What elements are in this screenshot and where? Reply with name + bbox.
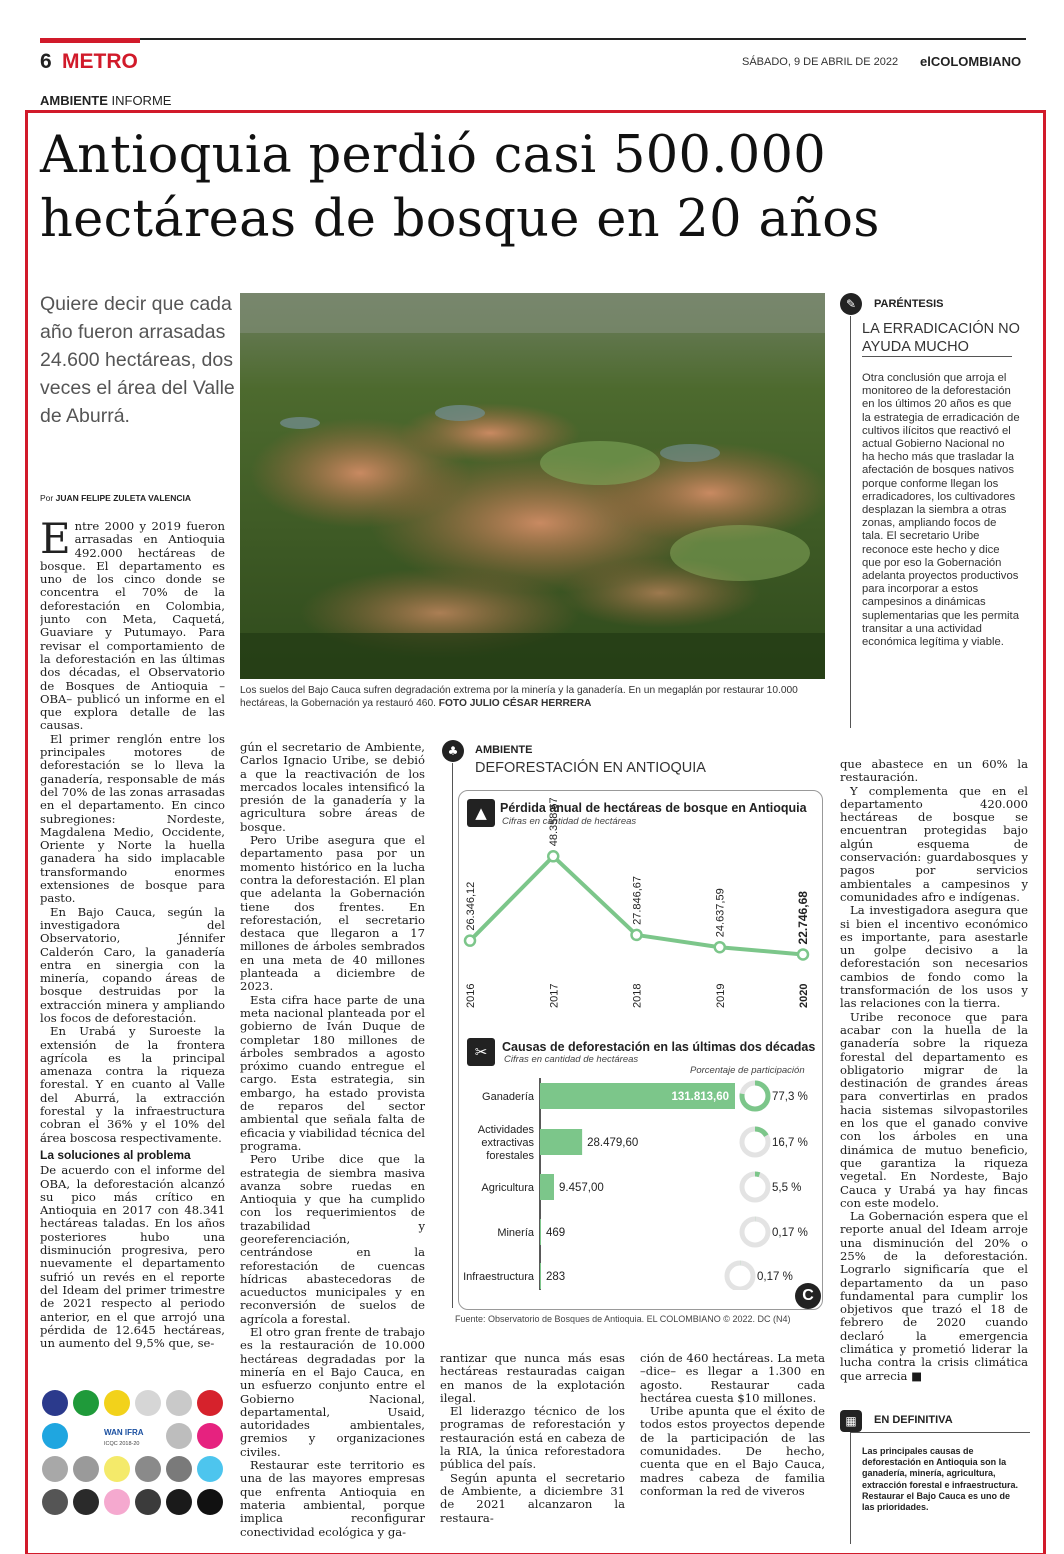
article-paragraph: La Gobernación espera que el reporte anual del Ideam arroje una disminución del 20% o 25% de la deforestación. Lograrlo significaría que el departamento da un paso fundamental para cumplir los objetivos que trazó el 18 de febrero de 2020 cuando declaró la emergencia climática y prometió liderar la lucha contra la crisis climática que arrecia ■ <box>840 1209 1028 1383</box>
category-label: Minería <box>497 1227 534 1239</box>
article-paragraph: Y complementa que en el departamento 420.000 hectáreas de bosque se encuentran protegidas bajo algún esquema de conservación: guardabosques y pagos por servicios ambientales a campesinos y comunidades afro e indígenas. <box>840 783 1028 904</box>
print-color-bar <box>42 1390 227 1540</box>
sidebar-title-rule <box>862 356 1012 357</box>
category-label: Actividades <box>477 1124 534 1136</box>
color-dot <box>197 1423 223 1449</box>
article-paragraph <box>40 520 225 733</box>
photo-caption <box>240 684 825 710</box>
newspaper-logo-icon: C <box>795 1283 821 1309</box>
article-column-1 <box>40 520 225 1365</box>
article-paragraph: ción de 460 hectáreas. La meta –dice– es llegar a 1.300 en agosto. Restaurar cada hectárea cuesta $10 millones. <box>640 1352 825 1405</box>
bar-value-label: 9.457,00 <box>558 1182 604 1194</box>
definitiva-body: Las principales causas de deforestación en Antioquia son la ganadería, minería, agricultura, extracción forestal e infraestructura. Restaurar el Bajo Cauca es uno de las prioridades. <box>862 1446 1019 1513</box>
definitiva-label: EN DEFINITIVA <box>874 1414 953 1426</box>
newspaper-brand: elCOLOMBIANO <box>920 54 1022 69</box>
category-label: Ganadería <box>482 1091 534 1103</box>
wan-ifra-label: WAN IFRA <box>104 1428 144 1437</box>
percent-ring-track <box>742 1219 768 1245</box>
color-dot <box>135 1456 161 1482</box>
data-label: 48.358,67 <box>548 797 561 847</box>
percentage-label: 5,5 % <box>772 1182 802 1194</box>
summary-deck: Quiere decir que cada año fueron arrasadas 24.600 hectáreas, dos veces el área del Valle de Aburrá. <box>40 293 235 427</box>
percentage-label: 16,7 % <box>772 1137 808 1149</box>
bar <box>540 1129 582 1155</box>
category-label: Agricultura <box>481 1182 534 1194</box>
bar <box>540 1263 541 1289</box>
color-dot <box>104 1456 130 1482</box>
color-dot <box>42 1390 68 1416</box>
color-dot <box>197 1489 223 1515</box>
percent-ring-track <box>727 1263 753 1289</box>
section-color-bar <box>40 38 140 43</box>
bar-chart <box>458 1030 823 1290</box>
color-dot <box>104 1390 130 1416</box>
article-paragraph: Pero Uribe asegura que el departamento pasa por un momento histórico en la lucha contra la deforestación. El plan que adelanta la Gobernación tiene dos frentes. En reforestación, el secretario destaca que llegaron a 17 millones de árboles sembrados en una meta de 40 millones planteada a diciembre de 2023. <box>240 833 425 994</box>
color-dot <box>135 1390 161 1416</box>
color-dot <box>73 1489 99 1515</box>
section-name: METRO <box>62 50 138 73</box>
article-column-5 <box>840 758 1028 1388</box>
color-dot <box>166 1390 192 1416</box>
page-number: 6 <box>40 50 52 73</box>
color-dot <box>166 1456 192 1482</box>
chainsaw-icon: ✂ <box>467 1038 495 1066</box>
category-label: forestales <box>486 1150 534 1162</box>
x-tick-label: 2016 <box>465 983 477 1008</box>
kicker-rest: INFORME <box>107 93 172 108</box>
byline <box>40 493 240 503</box>
sidebar-title: LA ERRADICACIÓN NO AYUDA MUCHO <box>862 321 1020 355</box>
caption-text: Los suelos del Bajo Cauca sufren degradación extrema por la minería y la ganadería. En un megaplán por restaurar 10.000 hectáreas, la Gobernación ya restauró 460. <box>240 685 798 709</box>
color-dot <box>42 1489 68 1515</box>
article-paragraph: El liderazgo técnico de los programas de reforestación y restauración está en cabeza de la RIA, la única reforestadora pública del país. <box>440 1404 625 1472</box>
x-tick-label: 2018 <box>631 983 644 1008</box>
article-paragraph: Según apunta el secretario de Ambiente, a diciembre 31 de 2021 alcanzaron la restaura- <box>440 1470 625 1525</box>
article-column-4 <box>640 1352 825 1542</box>
line-point <box>465 936 475 946</box>
iqc-label: ICQC 2018-20 <box>104 1441 140 1447</box>
article-paragraph: Restaurar este territorio es una de las mayores empresas que enfrenta Antioquia en materia ambiental, porque implica reconfigurar conectividad ecológica y ga- <box>240 1458 425 1539</box>
data-label: 22.746,68 <box>796 891 810 945</box>
photo-credit: FOTO JULIO CÉSAR HERRERA <box>438 698 592 709</box>
line-chart-title: Pérdida anual de hectáreas de bosque en Antioquia <box>500 801 807 815</box>
color-dot <box>166 1423 192 1449</box>
sidebar-rule <box>850 316 851 728</box>
percentage-label: 0,17 % <box>772 1227 808 1239</box>
color-dot <box>104 1489 130 1515</box>
bar-chart-percentage-header: Porcentaje de participación <box>690 1065 805 1076</box>
article-paragraph: Uribe reconoce que para acabar con la huella de la ganadería sobre la riqueza forestal del departamento es obligatorio migrar de la destinación de grandes áreas para convertirlas en prados hacia sistemas silvopastoriles en los que el ganado convive con los árboles en una dinámica de mutuo beneficio, que garantiza la riqueza vegetal. En Nordeste, Bajo Cauca y Urabá ya hay fincas con este modelo. <box>840 1009 1028 1210</box>
line-point <box>548 851 558 861</box>
percent-ring-track <box>742 1174 768 1200</box>
section-kicker <box>40 93 171 108</box>
bar-chart-subtitle: Cifras en cantidad de hectáreas <box>504 1054 639 1065</box>
issue-date: SÁBADO, 9 DE ABRIL DE 2022 <box>742 56 899 68</box>
category-label: Infraestructura <box>463 1271 534 1283</box>
color-dot <box>197 1390 223 1416</box>
article-paragraph: que abastece en un 60% la restauración. <box>840 758 1028 785</box>
checkered-icon: ▦ <box>840 1410 862 1432</box>
headline-line1: Antioquia perdió casi 500.000 <box>40 126 826 185</box>
article-subhead: La soluciones al problema <box>40 1147 191 1162</box>
category-label: extractivas <box>481 1137 534 1149</box>
data-label: 26.346,12 <box>465 881 477 931</box>
bar-value-label: 28.479,60 <box>587 1137 639 1149</box>
percentage-label: 77,3 % <box>772 1091 808 1103</box>
article-paragraph: Pero Uribe dice que la estrategia de siembra masiva avanza sobre ruedas en Antioquia y que ha cumplido con los requerimientos de trazabilidad y georeferenciación, centrándose en la reforestación de cuencas hídricas abastecedoras de acueductos municipales y en reconversión de suelos de agrícola a forestal. <box>240 1152 425 1326</box>
data-label: 27.846,67 <box>631 875 644 925</box>
bar <box>540 1219 541 1245</box>
color-dot <box>73 1456 99 1482</box>
article-column-3 <box>440 1352 625 1542</box>
x-tick-label: 2020 <box>798 983 810 1008</box>
headline <box>40 124 1030 252</box>
bar-chart-title: Causas de deforestación en las últimas dos décadas <box>502 1040 816 1054</box>
article-paragraph: La investigadora asegura que si bien el incentivo económico es importante, para asestarle un golpe decisivo a la deforestación son necesarios cambios de fondo como la transformación de los usos y las relaciones con la tierra. <box>840 903 1028 1011</box>
line-chart-subtitle: Cifras en cantidad de hectáreas <box>502 816 637 827</box>
infographic-label: AMBIENTE <box>475 744 533 756</box>
article-paragraph: Esta cifra hace parte de una meta nacional planteada por el gobierno de Iván Duque de completar 180 millones de árboles sembrados a agosto próximo cuando entregue el cargo. Esta estrategia, sin embargo, ha estado provista de reparos del sector ambiental que señala falta de eficacia y viabilidad técnica del programa. <box>240 992 425 1153</box>
data-label: 24.637,59 <box>714 888 727 938</box>
line-chart <box>458 790 823 1020</box>
byline-prefix: Por <box>40 493 56 503</box>
forest-icon: ▲ <box>467 799 495 827</box>
infographic-source: Fuente: Observatorio de Bosques de Antioquia. EL COLOMBIANO © 2022. DC (N4) <box>455 1314 791 1324</box>
article-paragraph: gún el secretario de Ambiente, Carlos Ignacio Uribe, se debió a que la reactivación de los mercados locales intensificó la presión de la ganadería y la agricultura sobre áreas de bosque. <box>240 741 425 834</box>
infographic-title: DEFORESTACIÓN EN ANTIOQUIA <box>475 760 706 776</box>
x-tick-label: 2017 <box>548 983 561 1008</box>
article-p1-text: ntre 2000 y 2019 fueron arrasadas en Antioquia 492.000 hectáreas de bosque. El departamento es uno de los cinco donde se concentra el 70% de la deforestación en Colombia, junto con Meta, Caquetá, Guaviare y Putumayo. Para revisar el comportamiento de la deforestación en las últimas dos décadas, el Observatorio de Bosques de Antioquia –OBA– publicó un informe en el que explora detalle de las causas. <box>40 520 225 733</box>
drop-cap: E <box>40 520 71 563</box>
bar-value-label: 469 <box>546 1227 566 1239</box>
article-paragraph: rantizar que nunca más esas hectáreas restauradas caigan en manos de la explotación ilegal. <box>440 1352 625 1405</box>
headline-line2: hectáreas de bosque en 20 años <box>40 190 880 249</box>
color-dot <box>73 1390 99 1416</box>
color-dot <box>42 1423 68 1449</box>
line-point <box>798 949 808 959</box>
byline-author: JUAN FELIPE ZULETA VALENCIA <box>55 493 191 503</box>
percentage-label: 0,17 % <box>757 1271 793 1283</box>
pen-icon: ✎ <box>840 293 862 315</box>
article-paragraph: El primer renglón entre los principales motores de deforestación se lo lleva la ganadería, responsable de más del 70% de las zonas arrasadas en el departamento. En cinco subregiones: Nordeste, Magdalena Medio, Occidente, Oriente y Norte la huella ganadera ha sido implacable transformando enormes extensiones de bosque para pasto. <box>40 731 225 906</box>
article-paragraph: El otro gran frente de trabajo es la restauración de 10.000 hectáreas degradadas por la minería en el Bajo Cauca, en un esfuerzo conjunto entre el Gobierno Nacional, departamental, Usaid, autoridades ambientales, gremios y organizaciones civiles. <box>240 1325 425 1459</box>
sidebar-label: PARÉNTESIS <box>874 298 944 310</box>
bar <box>540 1174 554 1200</box>
color-dot <box>197 1456 223 1482</box>
bar-value-label: 283 <box>546 1271 566 1283</box>
line-point <box>715 942 725 952</box>
aerial-landscape-image <box>240 293 825 679</box>
bar-value-label: 131.813,60 <box>671 1091 729 1103</box>
infographic-rule <box>452 763 453 1308</box>
tree-icon: ♣ <box>442 740 464 762</box>
color-dot <box>42 1456 68 1482</box>
x-tick-label: 2019 <box>714 983 727 1008</box>
article-column-2 <box>240 741 425 1541</box>
article-paragraph: En Urabá y Suroeste la extensión de la frontera agrícola es la principal amenaza contra la riqueza forestal. Y en cuanto al Valle del Aburrá, la extracción forestal y la infraestructura cobran el 36% y el 10% del área boscosa respectivamente. <box>40 1024 225 1145</box>
article-paragraph: Uribe apunta que el éxito de todos estos proyectos depende de la participación de las comunidades. De hecho, cuenta que en el Bajo Cauca, madres cabeza de familia conforman la red de viveros <box>640 1404 825 1498</box>
sidebar-body: Otra conclusión que arroja el monitoreo de la deforestación en los últimos 20 años es que la estrategia de erradicación de cultivos ilícitos que reactivó el actual Gobierno Nacional no ha hecho más que trasladar la afectación de bosques nativos porque conforme llegan los erradicadores, los cultivadores desplazan la siembra a otras zonas, ampliando focos de tala. El secretario Uribe reconoce este hecho y dice que por eso la Gobernación adelanta proyectos productivos para incorporar a estos campesinos a dinámicas suplementarias que les permita transitar a una actividad económica legítima y viable. <box>862 372 1020 649</box>
color-dot <box>166 1489 192 1515</box>
top-rule <box>40 38 1026 40</box>
article-paragraph: En Bajo Cauca, según la investigadora del Observatorio, Jénnifer Calderón Caro, la ganadería entra en sinergia con la minería, copando áreas de bosque destruidas por la extracción minera y ampliando los focos de deforestación. <box>40 904 225 1025</box>
kicker-bold: AMBIENTE <box>40 93 108 108</box>
article-paragraph: De acuerdo con el informe del OBA, la deforestación alcanzó su pico más crítico en Antioquia en 2017 con 48.341 hectáreas taladas. En los años posteriores hubo una disminución progresiva, pero nuevamente el departamento sufrió un revés en el reporte del Ideam del primer trimestre de 2021 respecto al periodo anterior, en el que arrojó una pérdida de 12.645 hectáreas, un aumento del 9,5% que, se- <box>40 1163 225 1351</box>
line-point <box>632 930 642 940</box>
color-dot <box>135 1489 161 1515</box>
aerial-photo <box>240 293 825 679</box>
